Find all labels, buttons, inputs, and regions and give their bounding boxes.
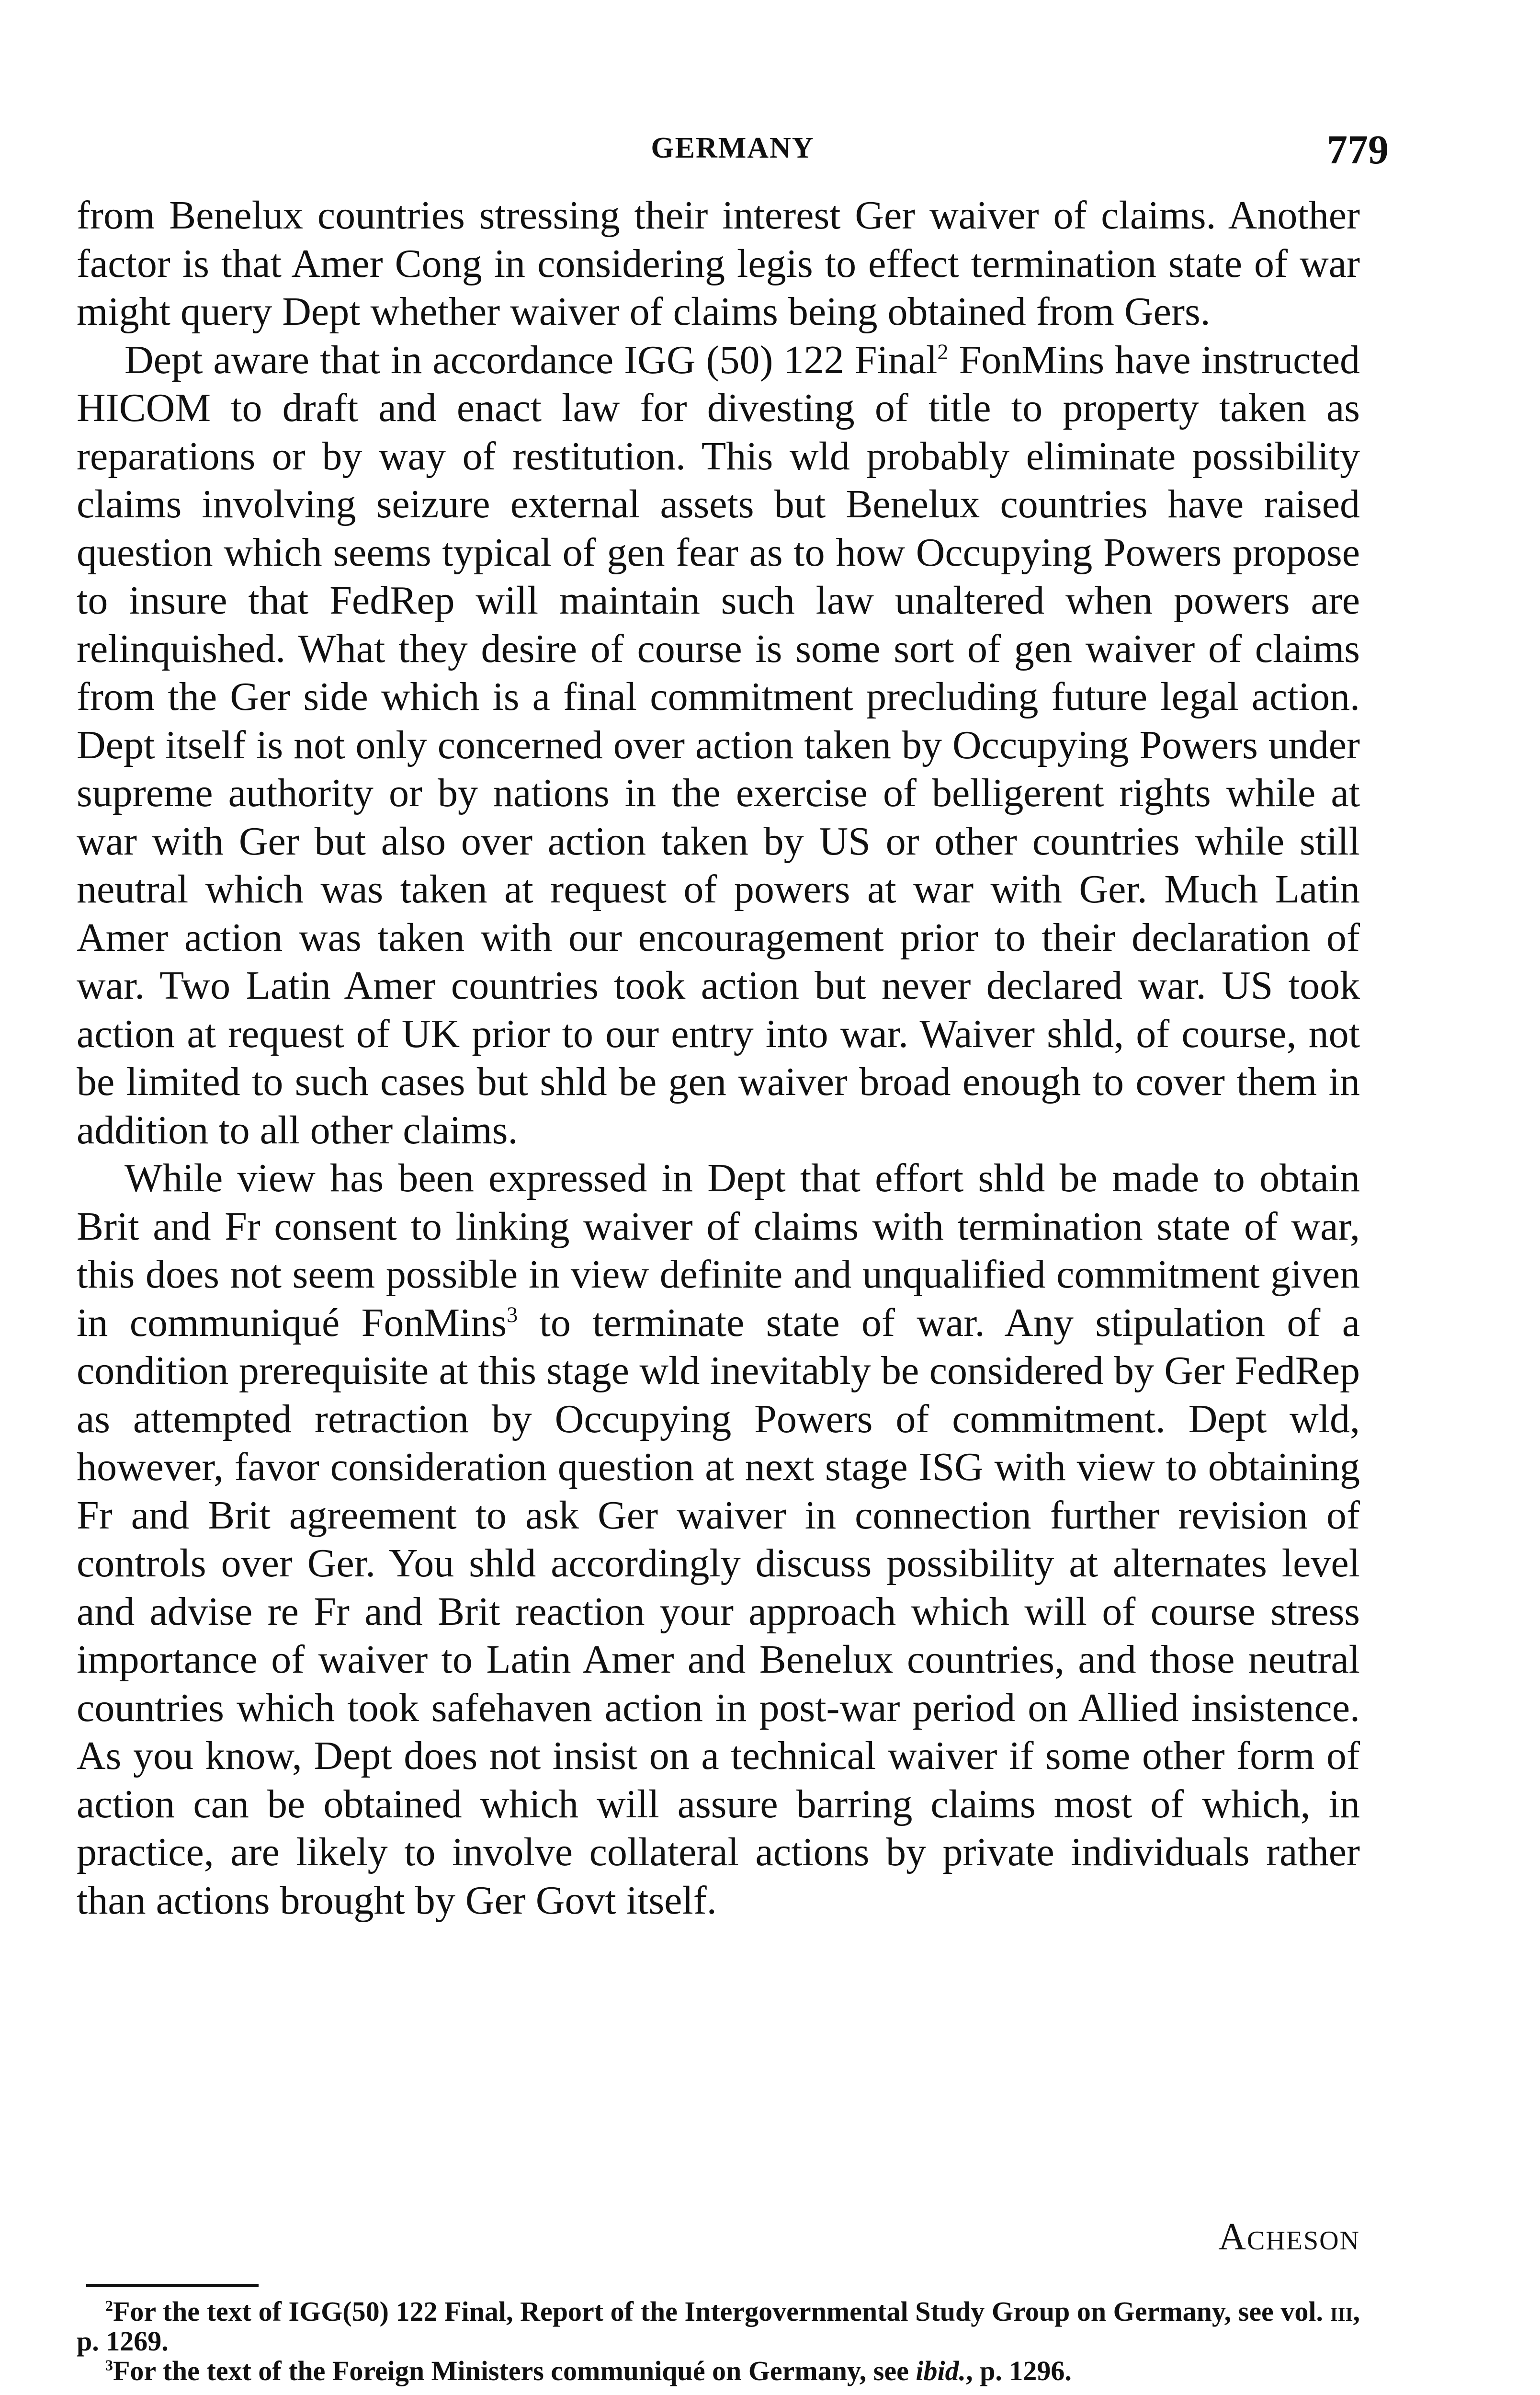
footnote-marker-3: 3 [105,2357,113,2374]
paragraph-2 [77,336,1360,1155]
footnote-2-text-a: For the text of IGG(50) 122 Final, Report of the Intergovernmental Study Group on Germany, see vol. [113,2296,1330,2327]
footnote-ref-3: 3 [507,1302,518,1327]
footnote-2-volume: iii [1330,2296,1353,2327]
signature: Acheson [1218,2216,1360,2258]
footnotes [77,2297,1360,2386]
paragraph-3 [77,1154,1360,1925]
running-head: GERMANY [651,132,815,164]
footnote-2-text-b: , p. 1269. [77,2296,1360,2357]
footnote-3-text-a: For the text of the Foreign Ministers communiqué on Germany, see [113,2355,916,2386]
footnote-3 [77,2356,1360,2386]
paragraph-3-text-b: to terminate state of war. Any stipulation of a condition prerequisite at this stage wld inevitably be considered by Ger FedRep as attempted retraction by Occupying Powers of commitment. Dept wld, however, favor consideration question at next stage ISG with view to obtaining Fr and Brit agreement to ask Ger waiver in connection further revision of controls over Ger. You shld accordingly discuss possibility at alternates level and advise re Fr and Brit reaction your approach which will of course stress importance of waiver to Latin Amer and Benelux countries, and those neutral countries which took safehaven action in post-war period on Allied insistence. As you know, Dept does not insist on a technical waiver if some other form of action can be obtained which will assure barring claims most of which, in practice, are likely to involve collateral actions by private individuals rather than actions brought by Ger Govt itself. [77,1300,1360,1923]
page-header [77,125,1389,178]
paragraph-1-text: from Benelux countries stressing their interest Ger waiver of claims. Another factor is that Amer Cong in considering legis to effect termination state of war might query Dept whether waiver of claims being obtained from Gers. [77,193,1360,334]
paragraph-2-text-b: FonMins have instructed HICOM to draft and enact law for divesting of title to property taken as reparations or by way of restitution. This wld probably eliminate possibility claims involving seizure external assets but Benelux countries have raised question which seems typical of gen fear as to how Occupying Powers propose to insure that FedRep will maintain such law unaltered when powers are relinquished. What they desire of course is some sort of gen waiver of claims from the Ger side which is a final commitment precluding future legal action. Dept itself is not only concerned over action taken by Occupying Powers under supreme authority or by nations in the exercise of belligerent rights while at war with Ger but also over action taken by US or other countries while still neutral which was taken at request of powers at war with Ger. Much Latin Amer action was taken with our encouragement prior to their declaration of war. Two Latin Amer countries took action but never declared war. US took action at request of UK prior to our entry into war. Waiver shld, of course, not be limited to such cases but shld be gen waiver broad enough to cover them in addition to all other claims. [77,337,1360,1152]
footnote-2 [77,2297,1360,2356]
footnote-divider [86,2284,259,2287]
paragraph-2-text-a: Dept aware that in accordance IGG (50) 122 Final [125,337,938,382]
footnote-ref-2: 2 [937,339,949,364]
paragraph-3-text-a: While view has been expressed in Dept that effort shld be made to obtain Brit and Fr consent to linking waiver of claims with termination state of war, this does not seem possible in view definite and unqualified commitment given in communiqué FonMins [77,1156,1360,1345]
body-text [77,192,1360,1925]
paragraph-continued [77,192,1360,336]
footnote-3-text-b: , p. 1296. [966,2355,1072,2386]
footnote-marker-2: 2 [105,2297,113,2315]
footnote-3-ibid: ibid. [916,2355,966,2386]
page-number: 779 [1327,126,1389,172]
